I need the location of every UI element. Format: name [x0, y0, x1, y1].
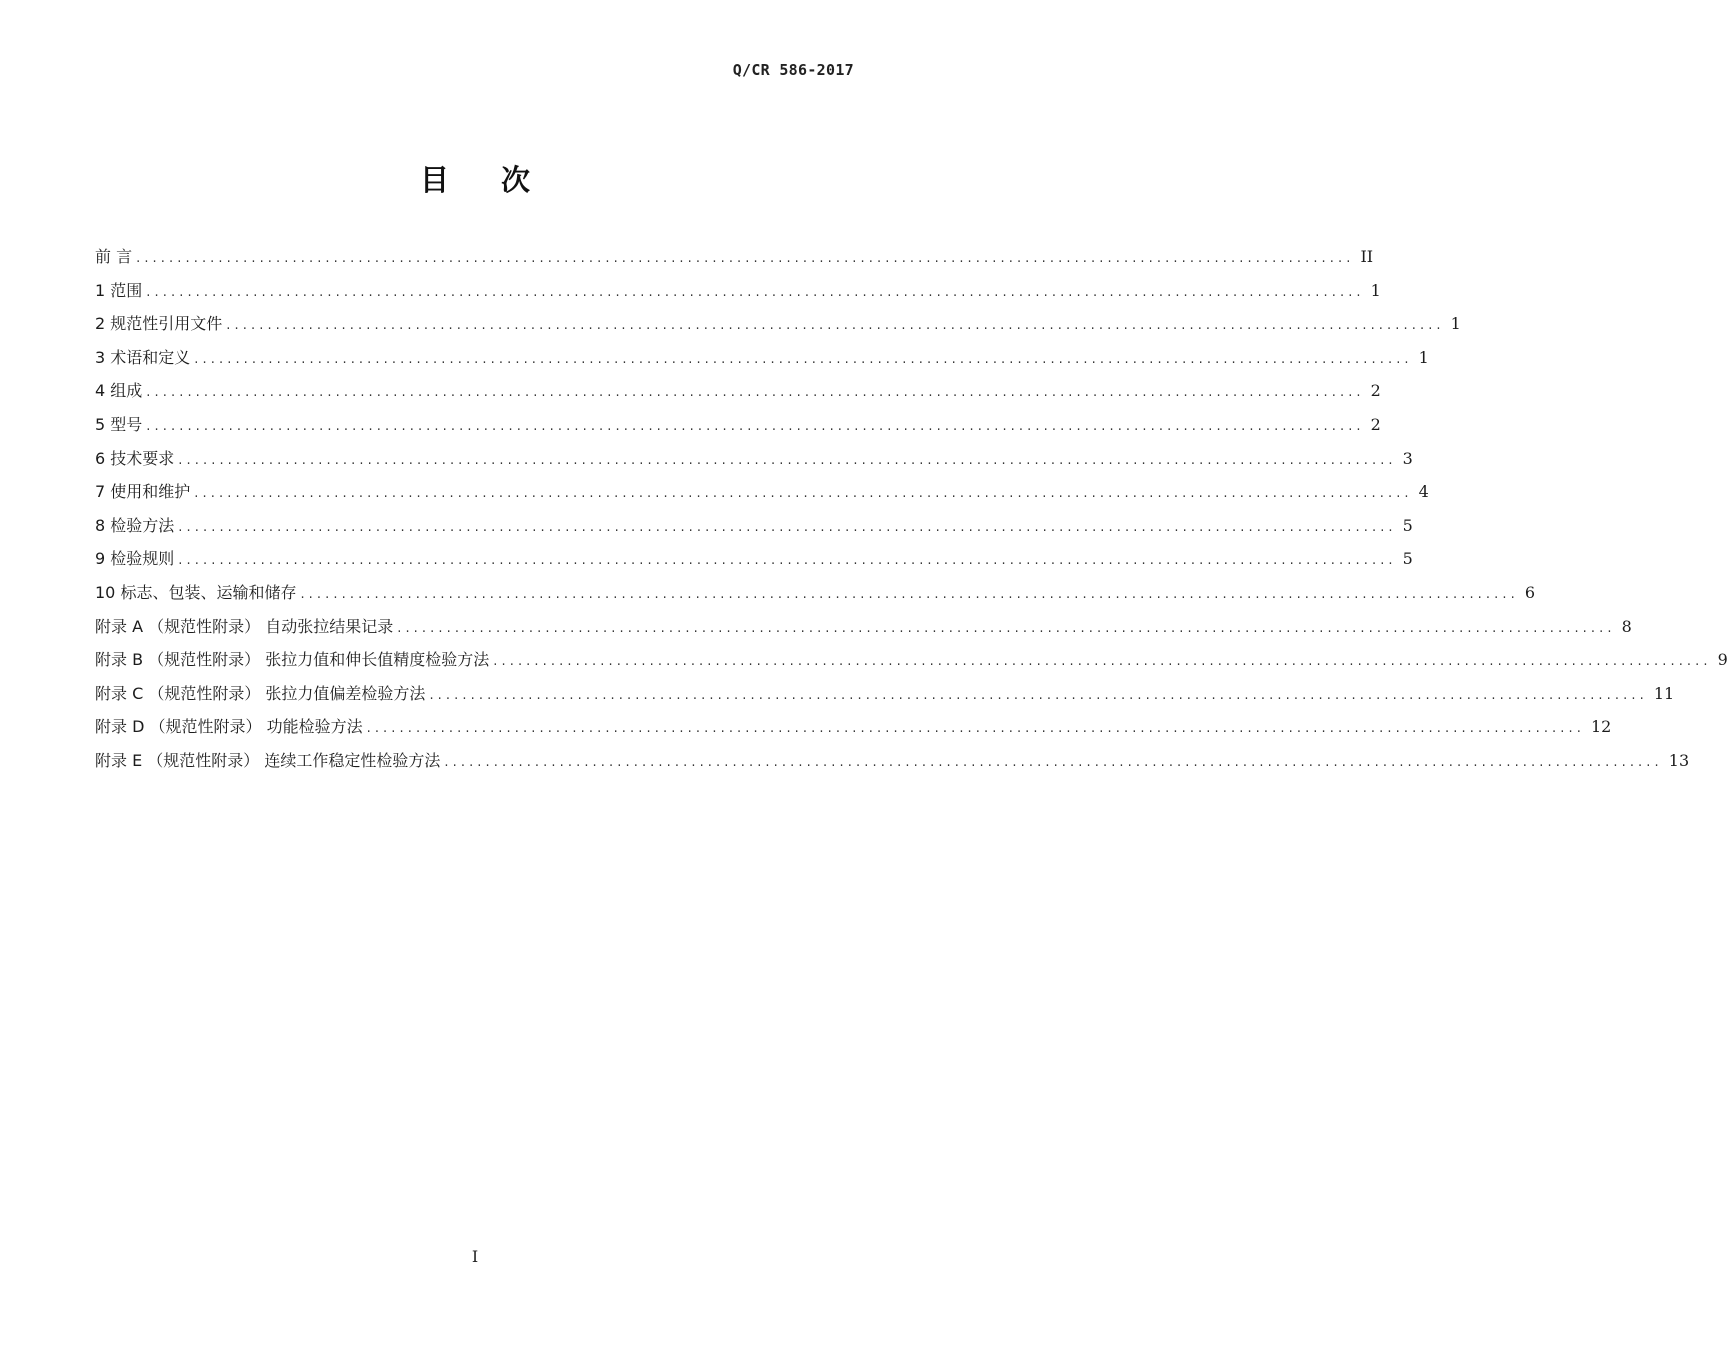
table-of-contents — [95, 240, 1728, 778]
toc-entry-page: 2 — [1370, 414, 1381, 434]
toc-entry-label: 6 技术要求 — [95, 448, 175, 468]
toc-entry-page: 6 — [1524, 582, 1536, 602]
toc-entry-page: 8 — [1621, 616, 1632, 636]
toc-leader-dots: .................................................................................................................................................... — [194, 486, 1413, 502]
toc-entry-marking-packaging[interactable] — [95, 576, 1536, 610]
toc-leader-dots: .................................................................................................................................................... — [136, 251, 1355, 266]
toc-entry-label: 10 标志、包装、运输和储存 — [95, 582, 297, 602]
toc-entry-label: 附录 B （规范性附录） 张拉力值和伸长值精度检验方法 — [95, 650, 490, 670]
toc-entry-page: 2 — [1370, 381, 1381, 401]
toc-entry-annex-a[interactable] — [95, 610, 1632, 644]
toc-entry-page: 4 — [1418, 482, 1429, 502]
toc-leader-dots: .................................................................................................................................................... — [146, 284, 1365, 300]
toc-entry-page: 11 — [1653, 683, 1675, 703]
toc-entry-foreword[interactable] — [95, 240, 1374, 274]
toc-entry-label: 8 检验方法 — [95, 515, 175, 535]
toc-entry-label: 前 言 — [95, 247, 133, 266]
page-title — [0, 158, 950, 199]
toc-entry-page: 5 — [1402, 515, 1413, 535]
toc-entry-page: 1 — [1450, 314, 1461, 334]
toc-entry-label: 5 型号 — [95, 414, 143, 434]
toc-entry-use-maintenance[interactable] — [95, 475, 1429, 509]
toc-entry-label: 附录 D （规范性附录） 功能检验方法 — [95, 717, 363, 737]
title-char-1: 目 — [419, 163, 449, 197]
toc-entry-label: 1 范围 — [95, 280, 143, 300]
toc-leader-dots: .................................................................................................................................................... — [397, 620, 1616, 636]
toc-entry-label: 附录 E （规范性附录） 连续工作稳定性检验方法 — [95, 750, 441, 770]
toc-entry-label: 7 使用和维护 — [95, 482, 191, 502]
toc-entry-label: 附录 C （规范性附录） 张拉力值偏差检验方法 — [95, 683, 426, 703]
toc-entry-annex-c[interactable] — [95, 677, 1675, 711]
title-char-2: 次 — [501, 163, 531, 197]
toc-entry-composition[interactable] — [95, 374, 1381, 408]
toc-leader-dots: .................................................................................................................................................... — [366, 721, 1585, 737]
toc-entry-inspection-methods[interactable] — [95, 509, 1413, 543]
toc-entry-inspection-rules[interactable] — [95, 542, 1413, 576]
toc-leader-dots: .................................................................................................................................................... — [429, 687, 1648, 703]
toc-entry-annex-d[interactable] — [95, 710, 1612, 744]
toc-leader-dots: .................................................................................................................................................... — [444, 754, 1663, 770]
toc-entry-scope[interactable] — [95, 274, 1381, 308]
toc-entry-label: 3 术语和定义 — [95, 347, 191, 367]
toc-entry-annex-e[interactable] — [95, 744, 1690, 778]
toc-leader-dots: .................................................................................................................................................... — [226, 318, 1445, 334]
toc-entry-annex-b[interactable] — [95, 643, 1728, 677]
page-number: I — [471, 1247, 479, 1266]
toc-entry-label: 2 规范性引用文件 — [95, 314, 223, 334]
toc-entry-label: 9 检验规则 — [95, 549, 175, 569]
toc-entry-page: 3 — [1402, 448, 1413, 468]
toc-entry-page: 12 — [1590, 717, 1612, 737]
toc-entry-model[interactable] — [95, 408, 1381, 442]
toc-entry-page: 5 — [1402, 549, 1413, 569]
toc-entry-label: 附录 A （规范性附录） 自动张拉结果记录 — [95, 616, 394, 636]
toc-leader-dots: .................................................................................................................................................... — [178, 553, 1397, 569]
toc-entry-technical-requirements[interactable] — [95, 442, 1413, 476]
toc-leader-dots: .................................................................................................................................................... — [178, 519, 1397, 535]
toc-leader-dots: .................................................................................................................................................... — [146, 418, 1365, 434]
toc-entry-page: 1 — [1418, 347, 1429, 367]
toc-leader-dots: .................................................................................................................................................... — [493, 654, 1712, 670]
toc-entry-page: II — [1360, 247, 1374, 266]
toc-entry-page: 13 — [1668, 750, 1690, 770]
toc-leader-dots: .................................................................................................................................................... — [178, 452, 1397, 468]
toc-entry-terms-definitions[interactable] — [95, 341, 1429, 375]
toc-entry-label: 4 组成 — [95, 381, 143, 401]
toc-leader-dots: .................................................................................................................................................... — [146, 385, 1365, 401]
toc-entry-page: 9 — [1717, 650, 1728, 670]
toc-entry-normative-references[interactable] — [95, 307, 1461, 341]
toc-leader-dots: .................................................................................................................................................... — [194, 351, 1413, 367]
toc-entry-page: 1 — [1370, 280, 1381, 300]
toc-leader-dots: .................................................................................................................................................... — [300, 586, 1519, 602]
document-code: Q/CR 586-2017 — [732, 61, 854, 79]
